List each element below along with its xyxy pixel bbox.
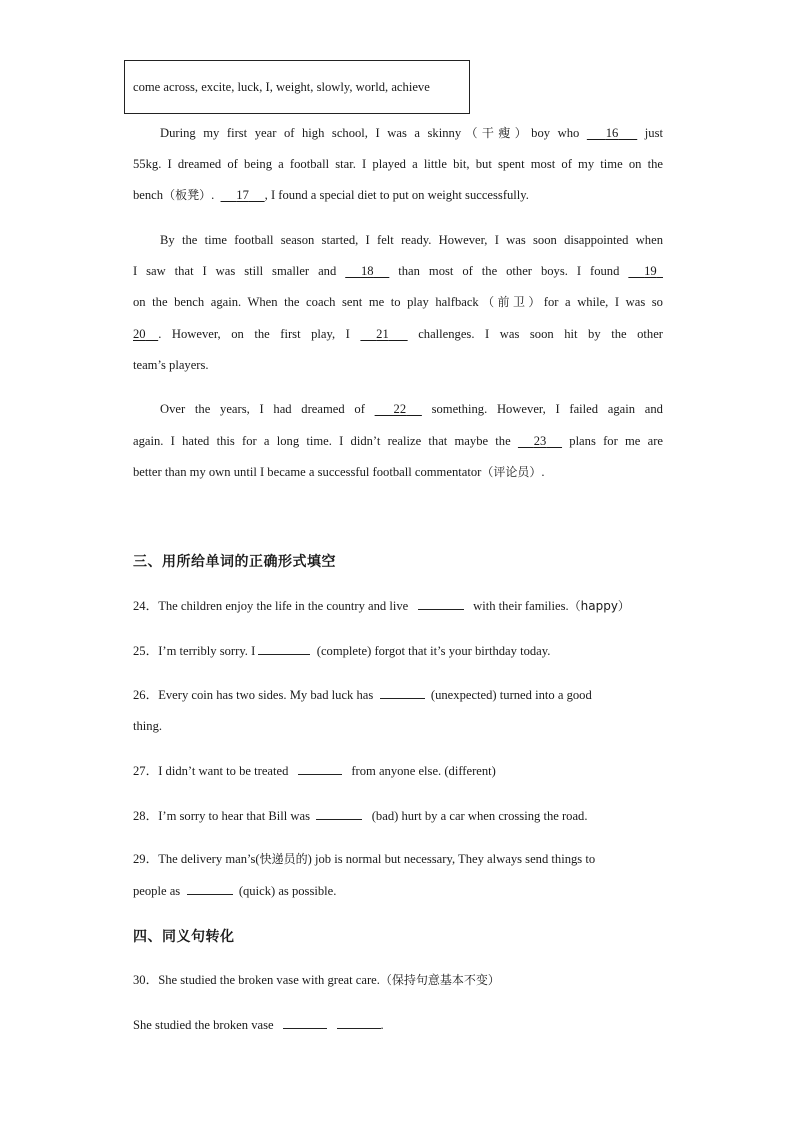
passage-p3-line3: better than my own until I became a successful football commentator（评论员）.	[133, 465, 545, 479]
blank-16[interactable]: 16	[605, 126, 619, 140]
passage-p3-line2: again. I hated this for a long time. I didn’t realize that maybe the 23 plans for me are	[133, 434, 663, 448]
word-bank-text: come across, excite, luck, I, weight, slowly, world, achieve	[133, 79, 430, 94]
section4-title: 四、同义句转化	[133, 929, 235, 945]
passage-p1-line3: bench（板凳）. 17 , I found a special diet to put on weight successfully.	[133, 188, 529, 202]
question-29: 29．The delivery man’s(快递员的) job is normal but necessary, They always send things to	[133, 852, 596, 866]
answer-blank-29[interactable]	[187, 882, 233, 895]
answer-blank-30a[interactable]	[283, 1016, 327, 1029]
answer-blank-26[interactable]	[380, 686, 425, 699]
passage-p2-line5: team’s players.	[133, 358, 209, 372]
answer-blank-28[interactable]	[316, 807, 362, 820]
answer-blank-30b[interactable]	[337, 1016, 381, 1029]
question-30: 30．She studied the broken vase with great care.（保持句意基本不变）	[133, 973, 500, 987]
blank-18[interactable]: 18	[360, 264, 374, 278]
blank-20[interactable]: 20	[133, 327, 146, 341]
word-bank-box	[124, 60, 470, 114]
question-27: 27．I didn’t want to be treated from anyone else. (different)	[133, 764, 496, 778]
answer-blank-24[interactable]	[418, 597, 464, 610]
question-26: 26．Every coin has two sides. My bad luck has (unexpected) turned into a good	[133, 688, 592, 702]
answer-blank-25[interactable]	[258, 642, 310, 655]
question-29-cont: people as (quick) as possible.	[133, 884, 337, 898]
passage-p3-line1: Over the years, I had dreamed of 22 something. However, I failed again and	[160, 402, 663, 416]
question-25: 25．I’m terribly sorry. I (complete) forgot that it’s your birthday today.	[133, 644, 551, 658]
passage-p2-line3: on the bench again. When the coach sent me to play halfback（前卫）for a while, I was so	[133, 295, 663, 309]
blank-23[interactable]: 23	[533, 434, 547, 448]
question-26-cont: thing.	[133, 719, 163, 733]
passage-p2-line4: 20 . However, on the first play, I 21 challenges. I was soon hit by the other	[133, 327, 663, 341]
passage-p2-line2: I saw that I was still smaller and 18 than most of the other boys. I found 19	[133, 263, 663, 279]
blank-17[interactable]: 17	[236, 188, 249, 202]
blank-21[interactable]: 21	[376, 327, 389, 341]
question-30-answer-line: She studied the broken vase .	[133, 1018, 384, 1032]
question-24: 24．The children enjoy the life in the country and live with their families.（happy）	[133, 599, 630, 613]
blank-22[interactable]: 22	[393, 402, 407, 416]
blank-19[interactable]: 19	[644, 264, 657, 278]
section3-title: 三、用所给单词的正确形式填空	[133, 554, 336, 570]
passage-p1-line1: During my first year of high school, I was a skinny（干瘦）boy who 16 just	[160, 126, 663, 140]
passage-p2-line1: By the time football season started, I felt ready. However, I was soon disappointed when	[160, 233, 663, 247]
passage-p1-line2: 55kg. I dreamed of being a football star. I played a little bit, but spent most of my time on the	[133, 157, 663, 171]
answer-blank-27[interactable]	[298, 762, 342, 775]
question-28: 28．I’m sorry to hear that Bill was (bad) hurt by a car when crossing the road.	[133, 809, 588, 823]
